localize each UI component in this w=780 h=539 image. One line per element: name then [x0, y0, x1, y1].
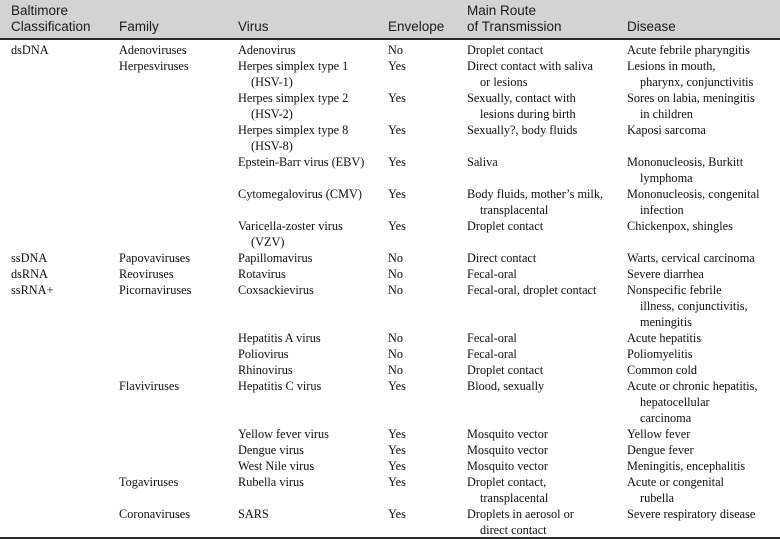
cell-baltimore-classification [0, 186, 119, 218]
table-row [0, 282, 780, 330]
cell-text: Direct contact [467, 251, 537, 265]
cell-text: pharynx, conjunctivitis [640, 75, 754, 89]
cell-text: Sores on labia, meningitis [627, 91, 755, 105]
cell-transmission-route [467, 346, 627, 362]
cell-virus [238, 186, 388, 218]
cell-transmission-route [467, 266, 627, 282]
cell-text: Rotavirus [238, 267, 286, 281]
cell-transmission-route [467, 154, 627, 186]
cell-virus [238, 266, 388, 282]
cell-virus [238, 458, 388, 474]
cell-text: Yes [388, 59, 406, 73]
header-line: Virus [238, 19, 269, 34]
cell-disease [627, 442, 780, 458]
cell-text: Papovaviruses [119, 251, 191, 265]
cell-text: Yes [388, 155, 406, 169]
cell-family [119, 474, 238, 506]
cell-text: (HSV-8) [251, 139, 293, 153]
table-row [0, 186, 780, 218]
cell-disease [627, 506, 780, 538]
cell-text: or lesions [480, 75, 528, 89]
cell-family [119, 90, 238, 122]
cell-text: Varicella-zoster virus [238, 219, 343, 233]
cell-envelope [388, 330, 467, 346]
cell-text: Severe respiratory disease [627, 507, 756, 521]
cell-transmission-route [467, 474, 627, 506]
cell-disease [627, 282, 780, 330]
header-virus [238, 19, 269, 35]
cell-envelope [388, 218, 467, 250]
cell-virus [238, 90, 388, 122]
cell-disease [627, 346, 780, 362]
header-line: Disease [627, 19, 676, 34]
table-row [0, 42, 780, 58]
cell-transmission-route [467, 218, 627, 250]
cell-baltimore-classification [0, 458, 119, 474]
cell-virus [238, 442, 388, 458]
cell-envelope [388, 154, 467, 186]
cell-text: (HSV-1) [251, 75, 293, 89]
cell-text: Hepatitis A virus [238, 331, 321, 345]
cell-family [119, 330, 238, 346]
cell-transmission-route [467, 90, 627, 122]
cell-virus [238, 426, 388, 442]
cell-disease [627, 42, 780, 58]
cell-text: transplacental [480, 491, 549, 505]
cell-text: Acute or chronic hepatitis, [627, 379, 758, 393]
cell-text: Epstein-Barr virus (EBV) [238, 155, 365, 169]
table-row [0, 378, 780, 426]
cell-baltimore-classification [0, 346, 119, 362]
cell-text: Herpes simplex type 2 [238, 91, 349, 105]
cell-text: Fecal-oral [467, 267, 517, 281]
cell-disease [627, 426, 780, 442]
cell-envelope [388, 426, 467, 442]
cell-baltimore-classification [0, 506, 119, 538]
table-row [0, 346, 780, 362]
cell-family [119, 362, 238, 378]
cell-text: Rhinovirus [238, 363, 293, 377]
cell-virus [238, 378, 388, 426]
cell-text: Togaviruses [119, 475, 179, 489]
table-row [0, 442, 780, 458]
cell-text: rubella [640, 491, 675, 505]
cell-text: Fecal-oral [467, 331, 517, 345]
cell-text: Sexually?, body fluids [467, 123, 578, 137]
cell-text: Severe diarrhea [627, 267, 704, 281]
cell-disease [627, 58, 780, 90]
cell-text: direct contact [480, 523, 547, 537]
cell-text: Droplet contact [467, 219, 544, 233]
cell-text: Mononucleosis, congenital [627, 187, 760, 201]
cell-text: Yellow fever [627, 427, 691, 441]
cell-text: Dengue virus [238, 443, 304, 457]
cell-text: Yes [388, 219, 406, 233]
cell-text: infection [640, 203, 684, 217]
cell-family [119, 122, 238, 154]
cell-text: dsRNA [11, 267, 48, 281]
cell-text: Hepatitis C virus [238, 379, 322, 393]
cell-text: Acute hepatitis [627, 331, 702, 345]
cell-disease [627, 474, 780, 506]
cell-family [119, 42, 238, 58]
cell-text: Yellow fever virus [238, 427, 329, 441]
cell-family [119, 186, 238, 218]
cell-envelope [388, 186, 467, 218]
cell-envelope [388, 122, 467, 154]
cell-text: Yes [388, 91, 406, 105]
cell-baltimore-classification [0, 122, 119, 154]
cell-text: Flaviviruses [119, 379, 180, 393]
cell-text: Droplet contact [467, 363, 544, 377]
cell-baltimore-classification [0, 154, 119, 186]
header-envelope [388, 19, 444, 35]
cell-baltimore-classification [0, 250, 119, 266]
header-disease [627, 19, 676, 35]
cell-text: Warts, cervical carcinoma [627, 251, 755, 265]
cell-text: Chickenpox, shingles [627, 219, 733, 233]
header-rule [0, 38, 780, 40]
cell-text: lymphoma [640, 171, 693, 185]
cell-transmission-route [467, 426, 627, 442]
cell-family [119, 154, 238, 186]
cell-text: Droplet contact [467, 43, 544, 57]
cell-text: hepatocellular [640, 395, 710, 409]
cell-envelope [388, 266, 467, 282]
cell-baltimore-classification [0, 218, 119, 250]
cell-disease [627, 218, 780, 250]
cell-envelope [388, 282, 467, 330]
cell-text: Acute or congenital [627, 475, 724, 489]
cell-text: transplacental [480, 203, 549, 217]
cell-text: No [388, 283, 404, 297]
cell-envelope [388, 90, 467, 122]
cell-disease [627, 122, 780, 154]
cell-text: Yes [388, 187, 406, 201]
cell-transmission-route [467, 250, 627, 266]
cell-text: SARS [238, 507, 269, 521]
cell-disease [627, 90, 780, 122]
table-row [0, 218, 780, 250]
cell-text: Yes [388, 427, 406, 441]
cell-disease [627, 266, 780, 282]
cell-transmission-route [467, 378, 627, 426]
table-row [0, 458, 780, 474]
cell-text: Yes [388, 507, 406, 521]
cell-text: Coxsackievirus [238, 283, 314, 297]
cell-virus [238, 346, 388, 362]
cell-baltimore-classification [0, 266, 119, 282]
cell-baltimore-classification [0, 362, 119, 378]
cell-text: meningitis [640, 315, 692, 329]
cell-family [119, 58, 238, 90]
cell-baltimore-classification [0, 426, 119, 442]
cell-text: No [388, 331, 404, 345]
header-line: Main Route [467, 3, 537, 18]
cell-text: Herpesviruses [119, 59, 189, 73]
cell-transmission-route [467, 442, 627, 458]
cell-envelope [388, 362, 467, 378]
table-row [0, 154, 780, 186]
cell-text: Herpes simplex type 8 [238, 123, 349, 137]
cell-text: Poliovirus [238, 347, 289, 361]
cell-family [119, 282, 238, 330]
cell-text: Body fluids, mother’s milk, [467, 187, 604, 201]
cell-text: Kaposi sarcoma [627, 123, 706, 137]
cell-text: Meningitis, encephalitis [627, 459, 746, 473]
cell-family [119, 218, 238, 250]
cell-text: No [388, 363, 404, 377]
cell-text: Droplet contact, [467, 475, 547, 489]
header-line: Envelope [388, 19, 445, 34]
cell-text: Saliva [467, 155, 498, 169]
cell-text: Common cold [627, 363, 698, 377]
cell-virus [238, 330, 388, 346]
cell-disease [627, 378, 780, 426]
cell-disease [627, 250, 780, 266]
cell-envelope [388, 458, 467, 474]
cell-virus [238, 218, 388, 250]
cell-text: Fecal-oral [467, 347, 517, 361]
cell-transmission-route [467, 42, 627, 58]
cell-text: Fecal-oral, droplet contact [467, 283, 597, 297]
cell-text: Reoviruses [119, 267, 174, 281]
cell-text: Droplets in aerosol or [467, 507, 574, 521]
header-line: Family [119, 19, 159, 34]
cell-text: Blood, sexually [467, 379, 545, 393]
cell-virus [238, 58, 388, 90]
cell-text: Acute febrile pharyngitis [627, 43, 750, 57]
cell-text: in children [640, 107, 693, 121]
cell-baltimore-classification [0, 378, 119, 426]
cell-virus [238, 474, 388, 506]
cell-text: lesions during birth [480, 107, 576, 121]
table-row [0, 330, 780, 346]
cell-text: Picornaviruses [119, 283, 192, 297]
cell-text: Cytomegalovirus (CMV) [238, 187, 362, 201]
cell-disease [627, 186, 780, 218]
cell-virus [238, 506, 388, 538]
cell-baltimore-classification [0, 474, 119, 506]
header-family [119, 19, 159, 35]
cell-transmission-route [467, 362, 627, 378]
cell-family [119, 250, 238, 266]
cell-disease [627, 458, 780, 474]
cell-text: Mosquito vector [467, 459, 548, 473]
cell-text: Papillomavirus [238, 251, 313, 265]
header-line: Classification [11, 19, 91, 34]
cell-virus [238, 122, 388, 154]
cell-text: Adenoviruses [119, 43, 187, 57]
cell-text: illness, conjunctivitis, [640, 299, 748, 313]
cell-disease [627, 330, 780, 346]
cell-text: Yes [388, 475, 406, 489]
cell-text: No [388, 347, 404, 361]
cell-text: carcinoma [640, 411, 692, 425]
table-row [0, 426, 780, 442]
cell-baltimore-classification [0, 282, 119, 330]
table-row [0, 266, 780, 282]
cell-family [119, 426, 238, 442]
cell-text: Yes [388, 123, 406, 137]
cell-text: Mononucleosis, Burkitt [627, 155, 744, 169]
table-row [0, 250, 780, 266]
cell-text: No [388, 267, 404, 281]
header-line: of Transmission [467, 19, 562, 34]
cell-family [119, 266, 238, 282]
table-row [0, 58, 780, 90]
table-row [0, 362, 780, 378]
cell-text: (VZV) [251, 235, 285, 249]
cell-baltimore-classification [0, 58, 119, 90]
cell-text: West Nile virus [238, 459, 315, 473]
cell-transmission-route [467, 506, 627, 538]
cell-text: dsDNA [11, 43, 49, 57]
cell-transmission-route [467, 458, 627, 474]
table-row [0, 122, 780, 154]
cell-text: ssDNA [11, 251, 48, 265]
cell-text: Direct contact with saliva [467, 59, 593, 73]
cell-text: Adenovirus [238, 43, 296, 57]
cell-baltimore-classification [0, 42, 119, 58]
cell-transmission-route [467, 282, 627, 330]
cell-family [119, 442, 238, 458]
cell-text: Sexually, contact with [467, 91, 576, 105]
header-main-route-of-transmission [467, 3, 562, 35]
cell-envelope [388, 346, 467, 362]
cell-baltimore-classification [0, 90, 119, 122]
cell-envelope [388, 42, 467, 58]
cell-text: No [388, 251, 404, 265]
cell-text: Coronaviruses [119, 507, 191, 521]
cell-transmission-route [467, 58, 627, 90]
cell-text: Lesions in mouth, [627, 59, 716, 73]
table-body [0, 42, 780, 538]
cell-text: Mosquito vector [467, 427, 548, 441]
cell-transmission-route [467, 122, 627, 154]
cell-family [119, 346, 238, 362]
table-row [0, 474, 780, 506]
cell-family [119, 378, 238, 426]
cell-virus [238, 282, 388, 330]
cell-text: Poliomyelitis [627, 347, 693, 361]
cell-virus [238, 250, 388, 266]
cell-text: Yes [388, 443, 406, 457]
cell-envelope [388, 442, 467, 458]
cell-envelope [388, 474, 467, 506]
header-baltimore-classification [11, 3, 91, 35]
cell-disease [627, 362, 780, 378]
cell-envelope [388, 58, 467, 90]
cell-text: Rubella virus [238, 475, 304, 489]
table-row [0, 90, 780, 122]
cell-envelope [388, 506, 467, 538]
cell-text: Yes [388, 379, 406, 393]
cell-text: Yes [388, 459, 406, 473]
cell-text: No [388, 43, 404, 57]
cell-envelope [388, 378, 467, 426]
cell-text: ssRNA+ [11, 283, 54, 297]
table-row [0, 506, 780, 538]
cell-envelope [388, 250, 467, 266]
header-line: Baltimore [11, 3, 69, 18]
cell-text: Dengue fever [627, 443, 694, 457]
cell-baltimore-classification [0, 330, 119, 346]
cell-family [119, 506, 238, 538]
cell-virus [238, 42, 388, 58]
cell-baltimore-classification [0, 442, 119, 458]
cell-virus [238, 154, 388, 186]
cell-virus [238, 362, 388, 378]
table-header [0, 0, 780, 38]
cell-transmission-route [467, 330, 627, 346]
cell-text: Herpes simplex type 1 [238, 59, 349, 73]
cell-text: (HSV-2) [251, 107, 293, 121]
cell-text: Nonspecific febrile [627, 283, 722, 297]
cell-disease [627, 154, 780, 186]
cell-transmission-route [467, 186, 627, 218]
cell-text: Mosquito vector [467, 443, 548, 457]
cell-family [119, 458, 238, 474]
